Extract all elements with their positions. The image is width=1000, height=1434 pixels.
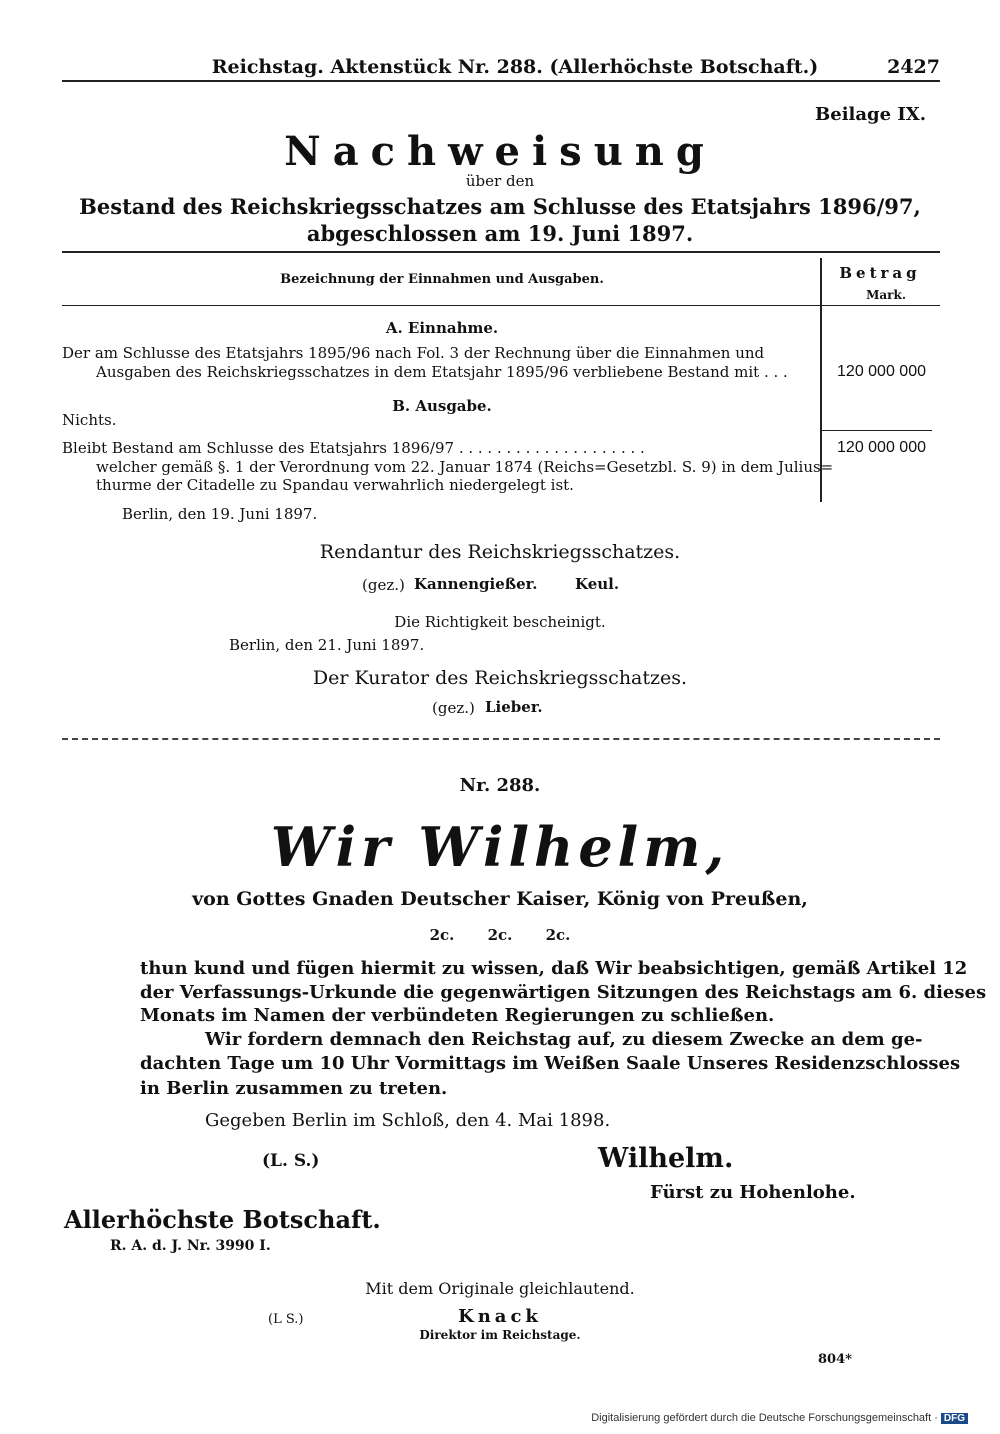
table-header-label: Bezeichnung der Einnahmen und Ausgaben. [280, 272, 604, 287]
sign1-office: Rendantur des Reichskriegsschatzes. [319, 541, 681, 563]
running-header [150, 56, 940, 78]
doc-title: Nachweisung [284, 128, 716, 175]
page-number: 2427 [887, 56, 940, 78]
section-divider [62, 738, 940, 740]
beilage-label: Beilage IX. [815, 104, 926, 125]
table-header-rule [62, 305, 940, 306]
einnahme-line-1: Der am Schlusse des Etatsjahrs 1895/96 nach Fol. 3 der Rechnung über die Einnahmen und [62, 344, 765, 362]
decree-p1-line1: thun kund und fügen hiermit zu wissen, daß Wir beabsichtigen, gemäß Artikel 12 [140, 958, 968, 979]
decree-p2-line3: in Berlin zusammen zu treten. [140, 1078, 448, 1099]
section-einnahme-heading: A. Einnahme. [385, 319, 499, 337]
sign1-name1: Kannengießer. [414, 575, 538, 593]
sign1-date: Berlin, den 19. Juni 1897. [122, 505, 318, 523]
ausgabe-line-1: Nichts. [62, 411, 117, 429]
table-header-betrag: Betrag [839, 264, 921, 282]
sign2-gez: (gez.) [432, 699, 475, 717]
bestand-amount: 120 000 000 [837, 439, 926, 456]
doc-title-line1: Bestand des Reichskriegsschatzes am Schlusse des Etatsjahrs 1896/97, [79, 194, 921, 219]
decree-number: Nr. 288. [459, 775, 541, 796]
decree-p1-line2: der Verfassungs-Urkunde die gegenwärtigen Sitzungen des Reichstags am 6. dieses [140, 982, 987, 1003]
decree-p1-line3: Monats im Namen der verbündeten Regierungen zu schließen. [140, 1005, 775, 1026]
decree-signature: Wilhelm. [598, 1143, 734, 1174]
amount-rule [822, 430, 932, 431]
table-top-rule [62, 251, 940, 253]
footer-text: Digitalisierung gefördert durch die Deutsche Forschungsgemeinschaft · [591, 1412, 938, 1424]
botschaft-title: Allerhöchste Botschaft. [64, 1205, 381, 1234]
certification-line: Mit dem Originale gleichlautend. [365, 1279, 635, 1298]
botschaft-ref: R. A. d. J. Nr. 3990 I. [110, 1238, 271, 1254]
sign2-name: Lieber. [485, 698, 543, 716]
sign1-name2: Keul. [575, 575, 620, 593]
decree-given: Gegeben Berlin im Schloß, den 4. Mai 1898. [205, 1110, 611, 1131]
einnahme-amount: 120 000 000 [837, 363, 926, 380]
certification-name: Knack [458, 1306, 542, 1327]
sign2-date: Berlin, den 21. Juni 1897. [229, 636, 425, 654]
decree-p2-line1: Wir fordern demnach den Reichstag auf, zu diesem Zwecke an dem ge- [205, 1029, 923, 1050]
decree-subheading: von Gottes Gnaden Deutscher Kaiser, König von Preußen, [192, 888, 808, 910]
decree-p2-line2: dachten Tage um 10 Uhr Vormittags im Weißen Saale Unseres Residenzschlosses [140, 1053, 961, 1074]
decree-etc: 2c. 2c. 2c. [429, 926, 571, 944]
doc-title-line2: abgeschlossen am 19. Juni 1897. [306, 221, 694, 246]
table-header-mark: Mark. [866, 288, 906, 302]
header-rule [62, 80, 940, 82]
section-ausgabe-heading: B. Ausgabe. [392, 397, 492, 415]
sign1-gez: (gez.) [362, 576, 405, 594]
certification-seal: (L S.) [268, 1312, 304, 1327]
sign2-note: Die Richtigkeit bescheinigt. [394, 613, 606, 631]
decree-heading: Wir Wilhelm, [270, 815, 730, 879]
digitization-footer [591, 1412, 968, 1424]
decree-seal: (L. S.) [262, 1151, 320, 1171]
bestand-line-3: thurme der Citadelle zu Spandau verwahrlich niedergelegt ist. [96, 476, 574, 494]
sign2-office: Der Kurator des Reichskriegsschatzes. [312, 667, 688, 689]
dfg-logo: DFG [941, 1413, 968, 1424]
header-title: Reichstag. Aktenstück Nr. 288. (Allerhöchste Botschaft.) [211, 56, 819, 78]
einnahme-line-2: Ausgaben des Reichskriegsschatzes in dem Etatsjahr 1895/96 verbliebene Bestand mit . . . [96, 363, 788, 381]
certification-role: Direktor im Reichstage. [419, 1328, 581, 1342]
sheet-mark: 804* [818, 1352, 852, 1367]
doc-subtitle: über den [465, 172, 535, 190]
decree-countersign: Fürst zu Hohenlohe. [650, 1182, 856, 1203]
bestand-line-1: Bleibt Bestand am Schlusse des Etatsjahrs 1896/97 . . . . . . . . . . . . . . . . . . . . [62, 439, 645, 457]
bestand-line-2: welcher gemäß §. 1 der Verordnung vom 22. Januar 1874 (Reichs=Gesetzbl. S. 9) in dem Julius= [96, 458, 834, 476]
